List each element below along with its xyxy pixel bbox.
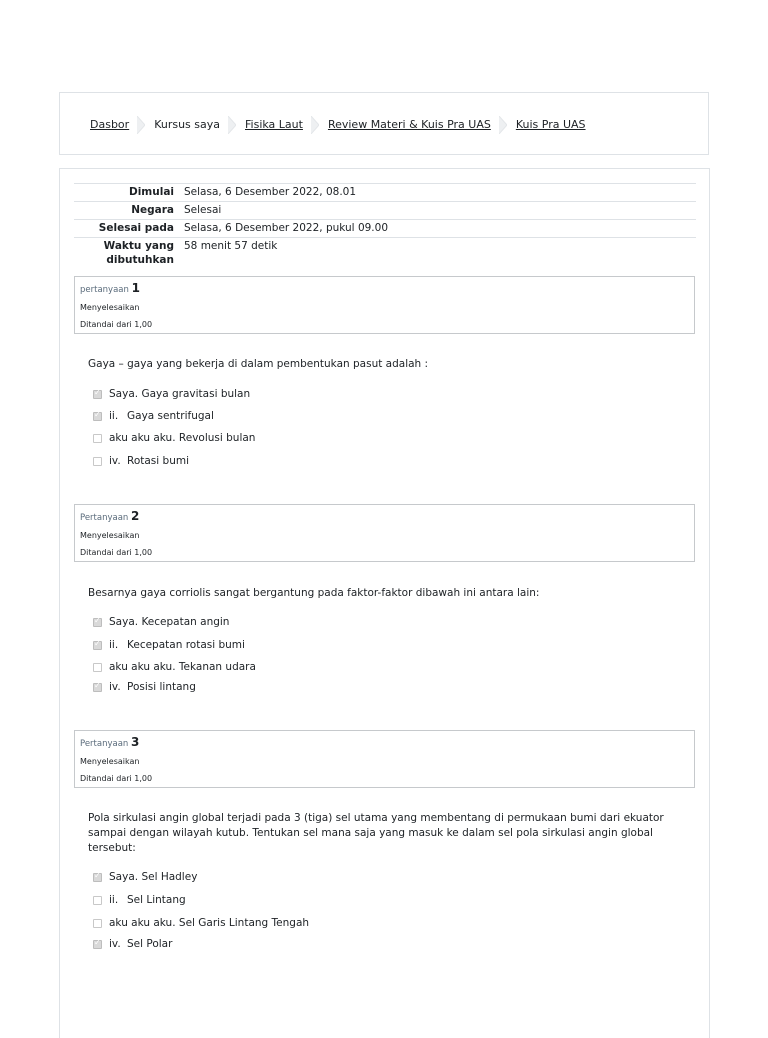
question-info-2 — [74, 504, 695, 562]
answer-option — [93, 455, 189, 467]
summary-value: 58 menit 57 detik — [184, 238, 696, 270]
question-grade: Ditandai dari 1,00 — [80, 548, 153, 557]
answer-text: Rotasi bumi — [127, 455, 189, 467]
question-text-3: Pola sirkulasi angin global terjadi pada 3 (tiga) sel utama yang membentang di permukaan bumi dari ekuator sampai dengan wilayah kutub. Tentukan sel mana saja yang masuk ke dalam sel pola sirkulasi angin global tersebut: — [88, 812, 664, 854]
breadcrumb-separator-icon — [137, 116, 145, 134]
question-state: Menyelesaikan — [80, 303, 140, 312]
question-grade: Ditandai dari 1,00 — [80, 320, 153, 329]
answer-prefix: iv. — [109, 681, 121, 693]
answer-text: Gaya gravitasi bulan — [141, 388, 251, 400]
attempt-summary-table — [74, 183, 696, 269]
answer-prefix: iv. — [109, 455, 121, 467]
checkbox-checked — [93, 873, 102, 882]
breadcrumb-kuis-pra-uas[interactable]: Kuis Pra UAS — [515, 118, 586, 131]
breadcrumb-kursus-saya: Kursus saya — [154, 118, 220, 131]
summary-label: Selesai pada — [74, 220, 184, 238]
answer-text: Sel Polar — [127, 938, 173, 950]
answer-text: Posisi lintang — [127, 681, 196, 693]
breadcrumb-separator-icon — [311, 116, 319, 134]
question-state: Menyelesaikan — [80, 531, 140, 540]
breadcrumb-card — [59, 92, 709, 155]
answer-text: Sel Lintang — [127, 894, 186, 906]
checkbox-unchecked — [93, 457, 102, 466]
question-text-2: Besarnya gaya corriolis sangat bergantung pada faktor-faktor dibawah ini antara lain: — [88, 587, 540, 599]
answer-prefix: aku aku aku. — [109, 661, 176, 673]
answer-text: Tekanan udara — [178, 661, 256, 673]
answer-option — [93, 410, 214, 422]
checkbox-checked — [93, 618, 102, 627]
breadcrumb-fisika-laut[interactable]: Fisika Laut — [245, 118, 303, 131]
question-info-1 — [74, 276, 695, 334]
summary-label: Negara — [74, 202, 184, 220]
summary-row-state — [74, 202, 696, 220]
breadcrumb-review-materi[interactable]: Review Materi & Kuis Pra UAS — [327, 118, 491, 131]
answer-option — [93, 639, 245, 651]
answer-text: Gaya sentrifugal — [127, 410, 214, 422]
question-number: Pertanyaan 3 — [80, 735, 140, 749]
answer-option — [93, 388, 250, 400]
answer-option — [93, 938, 172, 950]
breadcrumb — [90, 93, 586, 156]
checkbox-checked — [93, 683, 102, 692]
question-grade: Ditandai dari 1,00 — [80, 774, 153, 783]
answer-prefix: ii. — [109, 410, 119, 422]
answer-prefix: Saya. — [109, 616, 139, 628]
summary-row-time-taken — [74, 238, 696, 270]
checkbox-unchecked — [93, 919, 102, 928]
answer-prefix: Saya. — [109, 871, 139, 883]
checkbox-checked — [93, 412, 102, 421]
checkbox-unchecked — [93, 663, 102, 672]
summary-label: Dimulai — [74, 184, 184, 202]
answer-option — [93, 681, 196, 693]
quiz-review-card — [59, 168, 710, 1038]
answer-option — [93, 894, 186, 906]
question-number: Pertanyaan 2 — [80, 509, 140, 523]
answer-text: Kecepatan angin — [141, 616, 230, 628]
question-state: Menyelesaikan — [80, 757, 140, 766]
answer-prefix: Saya. — [109, 388, 139, 400]
question-text-1: Gaya – gaya yang bekerja di dalam pembentukan pasut adalah : — [88, 358, 429, 370]
summary-value: Selasa, 6 Desember 2022, pukul 09.00 — [184, 220, 696, 238]
checkbox-unchecked — [93, 434, 102, 443]
answer-text: Revolusi bulan — [178, 432, 256, 444]
summary-row-started — [74, 184, 696, 202]
answer-prefix: ii. — [109, 894, 119, 906]
question-number: pertanyaan 1 — [80, 281, 140, 295]
checkbox-checked — [93, 390, 102, 399]
breadcrumb-separator-icon — [499, 116, 507, 134]
answer-prefix: ii. — [109, 639, 119, 651]
summary-row-completed — [74, 220, 696, 238]
summary-value: Selasa, 6 Desember 2022, 08.01 — [184, 184, 696, 202]
answer-text: Sel Hadley — [141, 871, 198, 883]
checkbox-unchecked — [93, 896, 102, 905]
summary-value: Selesai — [184, 202, 696, 220]
breadcrumb-dasbor[interactable]: Dasbor — [90, 118, 130, 131]
checkbox-checked — [93, 940, 102, 949]
answer-text: Kecepatan rotasi bumi — [127, 639, 245, 651]
checkbox-checked — [93, 641, 102, 650]
answer-option — [93, 432, 255, 444]
summary-label: Waktu yang dibutuhkan — [74, 238, 184, 270]
answer-option — [93, 616, 229, 628]
answer-option — [93, 661, 256, 673]
answer-option — [93, 871, 197, 883]
answer-option — [93, 917, 309, 929]
answer-prefix: aku aku aku. — [109, 917, 176, 929]
answer-prefix: aku aku aku. — [109, 432, 176, 444]
answer-text: Sel Garis Lintang Tengah — [178, 917, 310, 929]
answer-prefix: iv. — [109, 938, 121, 950]
breadcrumb-separator-icon — [228, 116, 236, 134]
question-info-3 — [74, 730, 695, 788]
